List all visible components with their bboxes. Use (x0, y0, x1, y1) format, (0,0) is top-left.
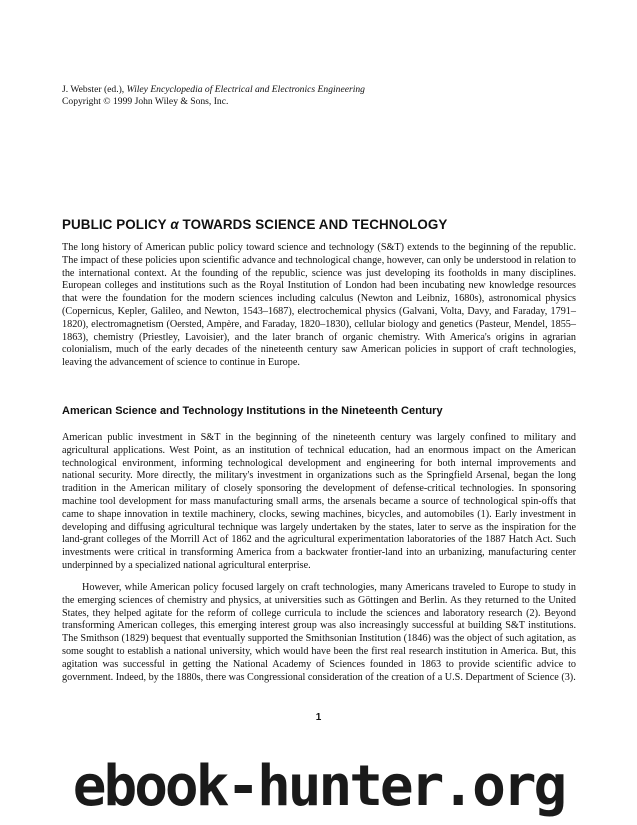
citation-block (62, 84, 582, 108)
title-suffix: TOWARDS SCIENCE AND TECHNOLOGY (182, 217, 448, 232)
title-symbol: α (170, 217, 179, 232)
citation-line (62, 84, 582, 96)
page-number: 1 (315, 712, 322, 723)
title-prefix: PUBLIC POLICY (62, 217, 167, 232)
article-title (62, 217, 447, 232)
body-paragraph-1: American public investment in S&T in the beginning of the nineteenth century was largely confined to military and agricultural applications. West Point, as an institution of technical education, had an enormous impact on the American technological environment, informing technological development and engineering for both internal improvements and national security. More directly, the military's investment in organizations such as the Springfield Arsenal, began the long tradition in the American military of closely sponsoring the development of defense-critical technologies. In sponsoring machine tool development for mass manufacturing small arms, the arsenals became a source of technological spin-offs that came to shape innovation in textile machinery, clocks, sewing machines, bicycles, and automobiles (1). Early investment in developing and diffusing agricultural technique was largely undertaken by the states, later to serve as the inspiration for the land-grant colleges of the Morrill Act of 1862 and the agricultural experimentation laboratories of the 1887 Hatch Act. Such investments were critical in transforming America from a backwater frontier-land into an urbanizing, manufacturing center underpinned by a specialized national agricultural enterprise. (62, 432, 576, 571)
body-paragraph-2: However, while American policy focused largely on craft technologies, many Americans traveled to Europe to study in the emerging sciences of chemistry and physics, at universities such as Göttingen and Berlin. As they returned to the United States, they helped agitate for the reform of college curricula to include the sciences and laboratory research (2). Beyond transforming American colleges, this emerging interest group was also increasingly successful at building S&T institutions. The Smithson (1829) bequest that eventually supported the Smithsonian Institution (1846) was the object of such agitation, as some sought to establish a national university, which would have been the first real research institution in America. But, this agitation was successful in getting the National Academy of Sciences founded in 1863 to provide scientific advice to government. Indeed, by the 1880s, there was Congressional consideration of the creation of a U.S. Department of Science (3). (62, 582, 576, 683)
citation-editor: J. Webster (ed.), (62, 84, 125, 95)
intro-paragraph: The long history of American public policy toward science and technology (S&T) extends to the beginning of the republic. The impact of these policies upon scientific advance and technological change, however, can only be understood in relation to the international context. At the founding of the republic, science was just developing its footholds in many disciplines. European colleges and institutions such as the Royal Institution of London had been incubating new knowledge resources that were the foundation for the modern sciences including calculus (Newton and Leibniz, 1680s), astronomical physics (Copernicus, Kepler, Galileo, and Newton, 1543–1687), electrochemical physics (Galvani, Volta, Davy, and Faraday, 1791–1820), electromagnetism (Oersted, Ampère, and Faraday, 1820–1830), cellular biology and genetics (Pasteur, Mendel, 1855–1863), chemistry (Priestley, Lavoisier), and the later branch of organic chemistry. With America's origins in agrarian colonialism, much of the early decades of the nineteenth century saw American policies in support of craft technologies, leaving the advancement of science to continue in Europe. (62, 242, 576, 369)
citation-work-title: Wiley Encyclopedia of Electrical and Electronics Engineering (126, 84, 365, 95)
watermark: ebook-hunter.org (72, 754, 565, 819)
copyright-line: Copyright © 1999 John Wiley & Sons, Inc. (62, 96, 229, 107)
section-heading: American Science and Technology Institutions in the Nineteenth Century (62, 405, 443, 417)
